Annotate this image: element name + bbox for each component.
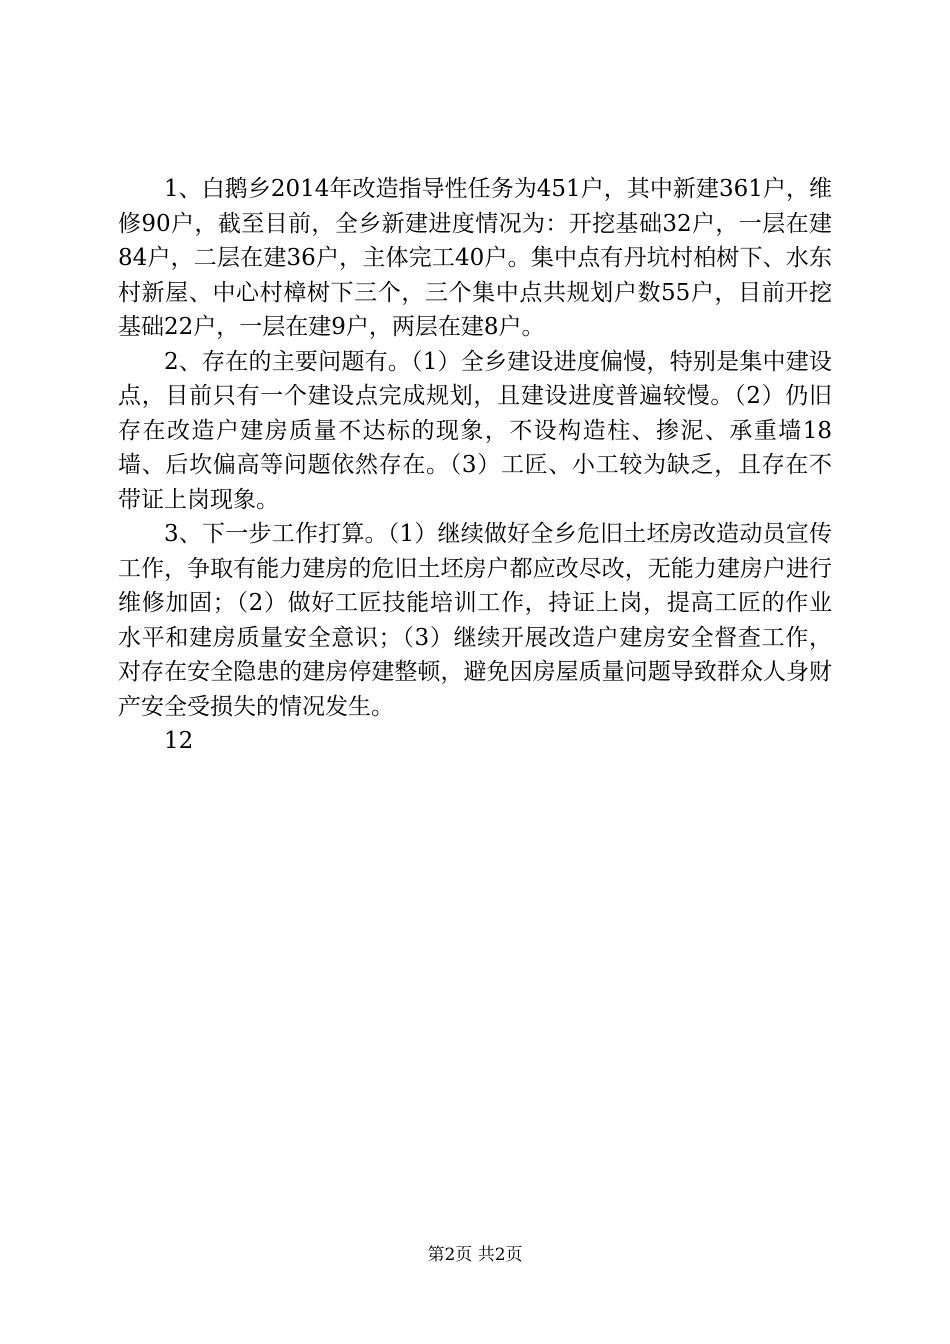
- document-body: [118, 172, 832, 759]
- page-footer: 第2页 共2页: [427, 1245, 523, 1265]
- paragraph-next-steps: 3、下一步工作打算。（1）继续做好全乡危旧土坯房改造动员宣传工作，争取有能力建房的危旧土坯房户都应改尽改，无能力建房户进行维修加固；（2）做好工匠技能培训工作，持证上岗，提高工匠的作业水平和建房质量安全意识；（3）继续开展改造户建房安全督查工作，对存在安全隐患的建房停建整顿，避免因房屋质量问题导致群众人身财产安全受损失的情况发生。: [118, 521, 832, 720]
- paragraph-number: 12: [164, 728, 194, 754]
- paragraph-progress: 1、白鹅乡2014年改造指导性任务为451户，其中新建361户，维修90户，截至目前，全乡新建进度情况为：开挖基础32户，一层在建84户，二层在建36户，主体完工40户。集中点有丹坑村柏树下、水东村新屋、中心村樟树下三个，三个集中点共规划户数55户，目前开挖基础22户，一层在建9户，两层在建8户。: [118, 176, 832, 340]
- paragraph-problems: 2、存在的主要问题有。（1）全乡建设进度偏慢，特别是集中建设点，目前只有一个建设点完成规划，且建设进度普遍较慢。（2）仍旧存在改造户建房质量不达标的现象，不设构造柱、掺泥、承重墙18墙、后坎偏高等问题依然存在。（3）工匠、小工较为缺乏，且存在不带证上岗现象。: [118, 348, 832, 513]
